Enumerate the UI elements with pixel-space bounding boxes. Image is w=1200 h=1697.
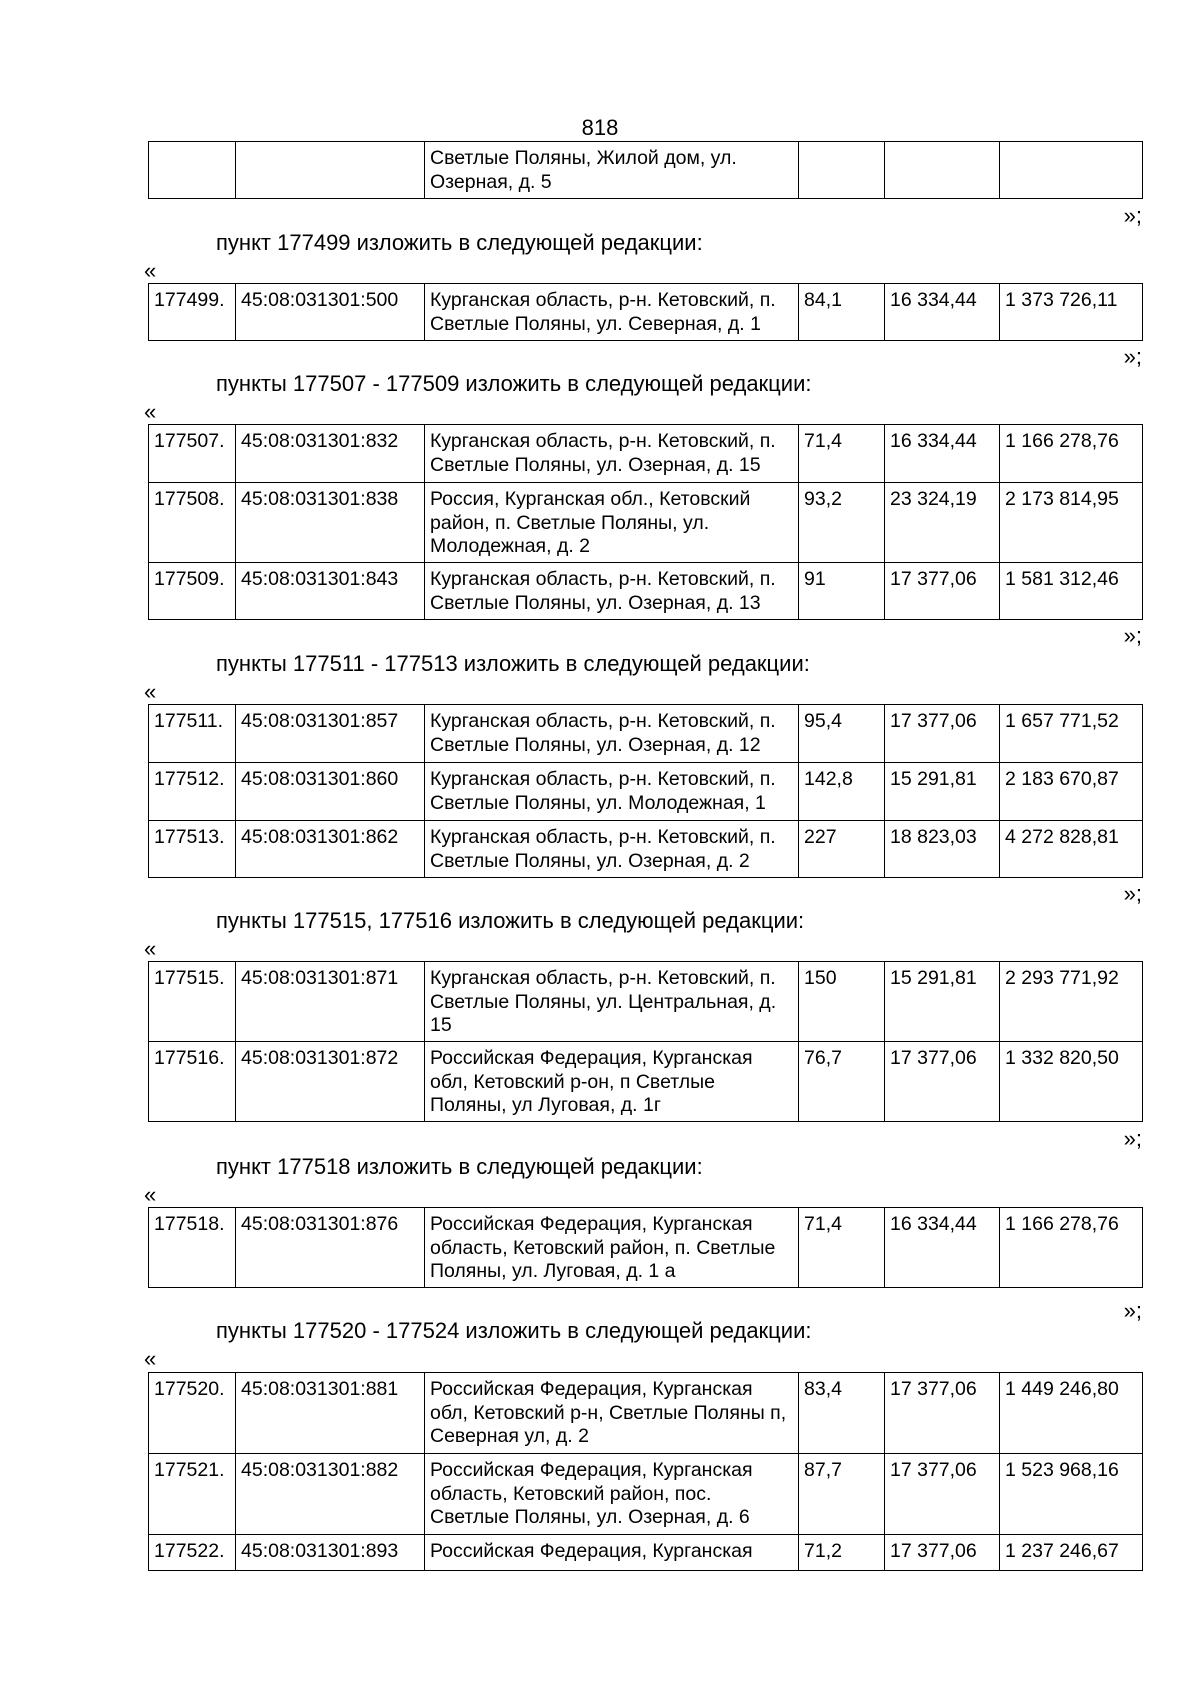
- cell-number: 177509.: [149, 563, 236, 620]
- closing-quote: »;: [1123, 623, 1142, 648]
- cell-total-value: 2 173 814,95: [1000, 483, 1143, 563]
- cell-area: 91: [799, 563, 885, 620]
- opening-quote: «: [144, 679, 157, 704]
- registry-table: [148, 961, 1143, 1122]
- cell-area: 142,8: [799, 763, 885, 821]
- cell-cadastral: 45:08:031301:843: [236, 563, 425, 620]
- cell-total-value: 1 166 278,76: [1000, 1208, 1143, 1288]
- cell-address: Российская Федерация, Курганская область, Кетовский район, пос. Светлые Поляны, ул. Озерная, д. 6: [425, 1454, 799, 1535]
- cell-area: [799, 142, 885, 199]
- registry-table: [148, 1207, 1143, 1288]
- registry-table: [148, 1372, 1143, 1571]
- cell-cadastral: 45:08:031301:882: [236, 1454, 425, 1535]
- cell-number: 177515.: [149, 962, 236, 1042]
- opening-quote: «: [144, 1182, 157, 1207]
- cell-cadastral: 45:08:031301:862: [236, 821, 425, 878]
- closing-quote: »;: [1123, 344, 1142, 369]
- cell-address: Курганская область, р-н. Кетовский, п. Светлые Поляны, ул. Озерная, д. 15: [425, 425, 799, 483]
- cell-number: 177518.: [149, 1208, 236, 1288]
- cell-unit-price: 17 377,06: [885, 1535, 1000, 1571]
- opening-quote: «: [144, 399, 157, 424]
- cell-cadastral: 45:08:031301:857: [236, 705, 425, 763]
- cell-unit-price: 18 823,03: [885, 821, 1000, 878]
- registry-table: [148, 424, 1143, 620]
- cell-unit-price: 15 291,81: [885, 763, 1000, 821]
- closing-quote: »;: [1123, 1298, 1142, 1323]
- closing-quote: »;: [1123, 203, 1142, 228]
- cell-number: 177499.: [149, 284, 236, 341]
- cell-cadastral: 45:08:031301:871: [236, 962, 425, 1042]
- cell-cadastral: 45:08:031301:872: [236, 1042, 425, 1122]
- table-row: [149, 1535, 1143, 1571]
- cell-number: 177522.: [149, 1535, 236, 1571]
- cell-cadastral: 45:08:031301:500: [236, 284, 425, 341]
- cell-area: 87,7: [799, 1454, 885, 1535]
- cell-unit-price: 23 324,19: [885, 483, 1000, 563]
- cell-address: Курганская область, р-н. Кетовский, п. Светлые Поляны, ул. Озерная, д. 2: [425, 821, 799, 878]
- registry-table: [148, 704, 1143, 878]
- table-row: [149, 1454, 1143, 1535]
- cell-number: 177507.: [149, 425, 236, 483]
- closing-quote: »;: [1123, 1126, 1142, 1151]
- cell-cadastral: [236, 142, 425, 199]
- cell-total-value: [1000, 142, 1143, 199]
- cell-area: 71,4: [799, 425, 885, 483]
- cell-area: 150: [799, 962, 885, 1042]
- cell-total-value: 4 272 828,81: [1000, 821, 1143, 878]
- cell-total-value: 1 523 968,16: [1000, 1454, 1143, 1535]
- table-row: [149, 821, 1143, 878]
- cell-address: Курганская область, р-н. Кетовский, п. Светлые Поляны, ул. Озерная, д. 13: [425, 563, 799, 620]
- page-number: 818: [581, 115, 619, 140]
- cell-unit-price: 17 377,06: [885, 1454, 1000, 1535]
- cell-address: Курганская область, р-н. Кетовский, п. Светлые Поляны, ул. Северная, д. 1: [425, 284, 799, 341]
- cell-address: Светлые Поляны, Жилой дом, ул. Озерная, д. 5: [425, 142, 799, 199]
- table-row: [149, 1042, 1143, 1122]
- cell-address: Россия, Курганская обл., Кетовский район, п. Светлые Поляны, ул. Молодежная, д. 2: [425, 483, 799, 563]
- top-fragment-table: [148, 141, 1143, 199]
- cell-total-value: 1 449 246,80: [1000, 1373, 1143, 1454]
- cell-number: 177516.: [149, 1042, 236, 1122]
- cell-area: 76,7: [799, 1042, 885, 1122]
- cell-area: 95,4: [799, 705, 885, 763]
- table-row: [149, 563, 1143, 620]
- cell-unit-price: 17 377,06: [885, 1373, 1000, 1454]
- cell-total-value: 1 373 726,11: [1000, 284, 1143, 341]
- amendment-instruction: пункты 177515, 177516 изложить в следующей редакции:: [216, 908, 805, 933]
- table-row: [149, 142, 1143, 199]
- cell-area: 71,4: [799, 1208, 885, 1288]
- cell-area: 71,2: [799, 1535, 885, 1571]
- table-row: [149, 1373, 1143, 1454]
- cell-total-value: 2 293 771,92: [1000, 962, 1143, 1042]
- cell-cadastral: 45:08:031301:893: [236, 1535, 425, 1571]
- cell-cadastral: 45:08:031301:881: [236, 1373, 425, 1454]
- cell-number: [149, 142, 236, 199]
- table-row: [149, 483, 1143, 563]
- cell-cadastral: 45:08:031301:832: [236, 425, 425, 483]
- cell-unit-price: 16 334,44: [885, 284, 1000, 341]
- cell-area: 93,2: [799, 483, 885, 563]
- cell-area: 227: [799, 821, 885, 878]
- cell-area: 84,1: [799, 284, 885, 341]
- cell-number: 177511.: [149, 705, 236, 763]
- table-row: [149, 1208, 1143, 1288]
- cell-total-value: 1 166 278,76: [1000, 425, 1143, 483]
- cell-address: Российская Федерация, Курганская: [425, 1535, 799, 1571]
- cell-unit-price: 17 377,06: [885, 705, 1000, 763]
- cell-cadastral: 45:08:031301:860: [236, 763, 425, 821]
- cell-total-value: 2 183 670,87: [1000, 763, 1143, 821]
- cell-unit-price: 15 291,81: [885, 962, 1000, 1042]
- cell-unit-price: 17 377,06: [885, 563, 1000, 620]
- table-row: [149, 284, 1143, 341]
- registry-table: [148, 283, 1143, 341]
- cell-number: 177521.: [149, 1454, 236, 1535]
- cell-number: 177508.: [149, 483, 236, 563]
- cell-total-value: 1 237 246,67: [1000, 1535, 1143, 1571]
- cell-unit-price: [885, 142, 1000, 199]
- cell-number: 177520.: [149, 1373, 236, 1454]
- amendment-instruction: пункты 177511 - 177513 изложить в следующей редакции:: [216, 651, 810, 676]
- cell-cadastral: 45:08:031301:838: [236, 483, 425, 563]
- table-row: [149, 705, 1143, 763]
- cell-address: Курганская область, р-н. Кетовский, п. Светлые Поляны, ул. Молодежная, 1: [425, 763, 799, 821]
- amendment-instruction: пункты 177520 - 177524 изложить в следующей редакции:: [216, 1318, 812, 1343]
- cell-number: 177512.: [149, 763, 236, 821]
- cell-total-value: 1 332 820,50: [1000, 1042, 1143, 1122]
- opening-quote: «: [144, 936, 157, 961]
- cell-unit-price: 16 334,44: [885, 1208, 1000, 1288]
- opening-quote: «: [144, 258, 157, 283]
- cell-unit-price: 17 377,06: [885, 1042, 1000, 1122]
- cell-address: Российская Федерация, Курганская обл, Кетовский р-н, Светлые Поляны п, Северная ул, д. 2: [425, 1373, 799, 1454]
- closing-quote: »;: [1123, 881, 1142, 906]
- cell-total-value: 1 657 771,52: [1000, 705, 1143, 763]
- cell-address: Курганская область, р-н. Кетовский, п. Светлые Поляны, ул. Озерная, д. 12: [425, 705, 799, 763]
- cell-address: Российская Федерация, Курганская обл, Кетовский р-он, п Светлые Поляны, ул Луговая, д. 1г: [425, 1042, 799, 1122]
- table-row: [149, 763, 1143, 821]
- table-row: [149, 962, 1143, 1042]
- cell-total-value: 1 581 312,46: [1000, 563, 1143, 620]
- amendment-instruction: пункты 177507 - 177509 изложить в следующей редакции:: [216, 371, 812, 396]
- cell-unit-price: 16 334,44: [885, 425, 1000, 483]
- amendment-instruction: пункт 177518 изложить в следующей редакции:: [216, 1154, 703, 1179]
- cell-address: Курганская область, р-н. Кетовский, п. Светлые Поляны, ул. Центральная, д. 15: [425, 962, 799, 1042]
- amendment-instruction: пункт 177499 изложить в следующей редакции:: [216, 230, 703, 255]
- cell-number: 177513.: [149, 821, 236, 878]
- cell-address: Российская Федерация, Курганская область, Кетовский район, п. Светлые Поляны, ул. Луговая, д. 1 а: [425, 1208, 799, 1288]
- cell-cadastral: 45:08:031301:876: [236, 1208, 425, 1288]
- opening-quote: «: [144, 1346, 157, 1371]
- table-row: [149, 425, 1143, 483]
- cell-area: 83,4: [799, 1373, 885, 1454]
